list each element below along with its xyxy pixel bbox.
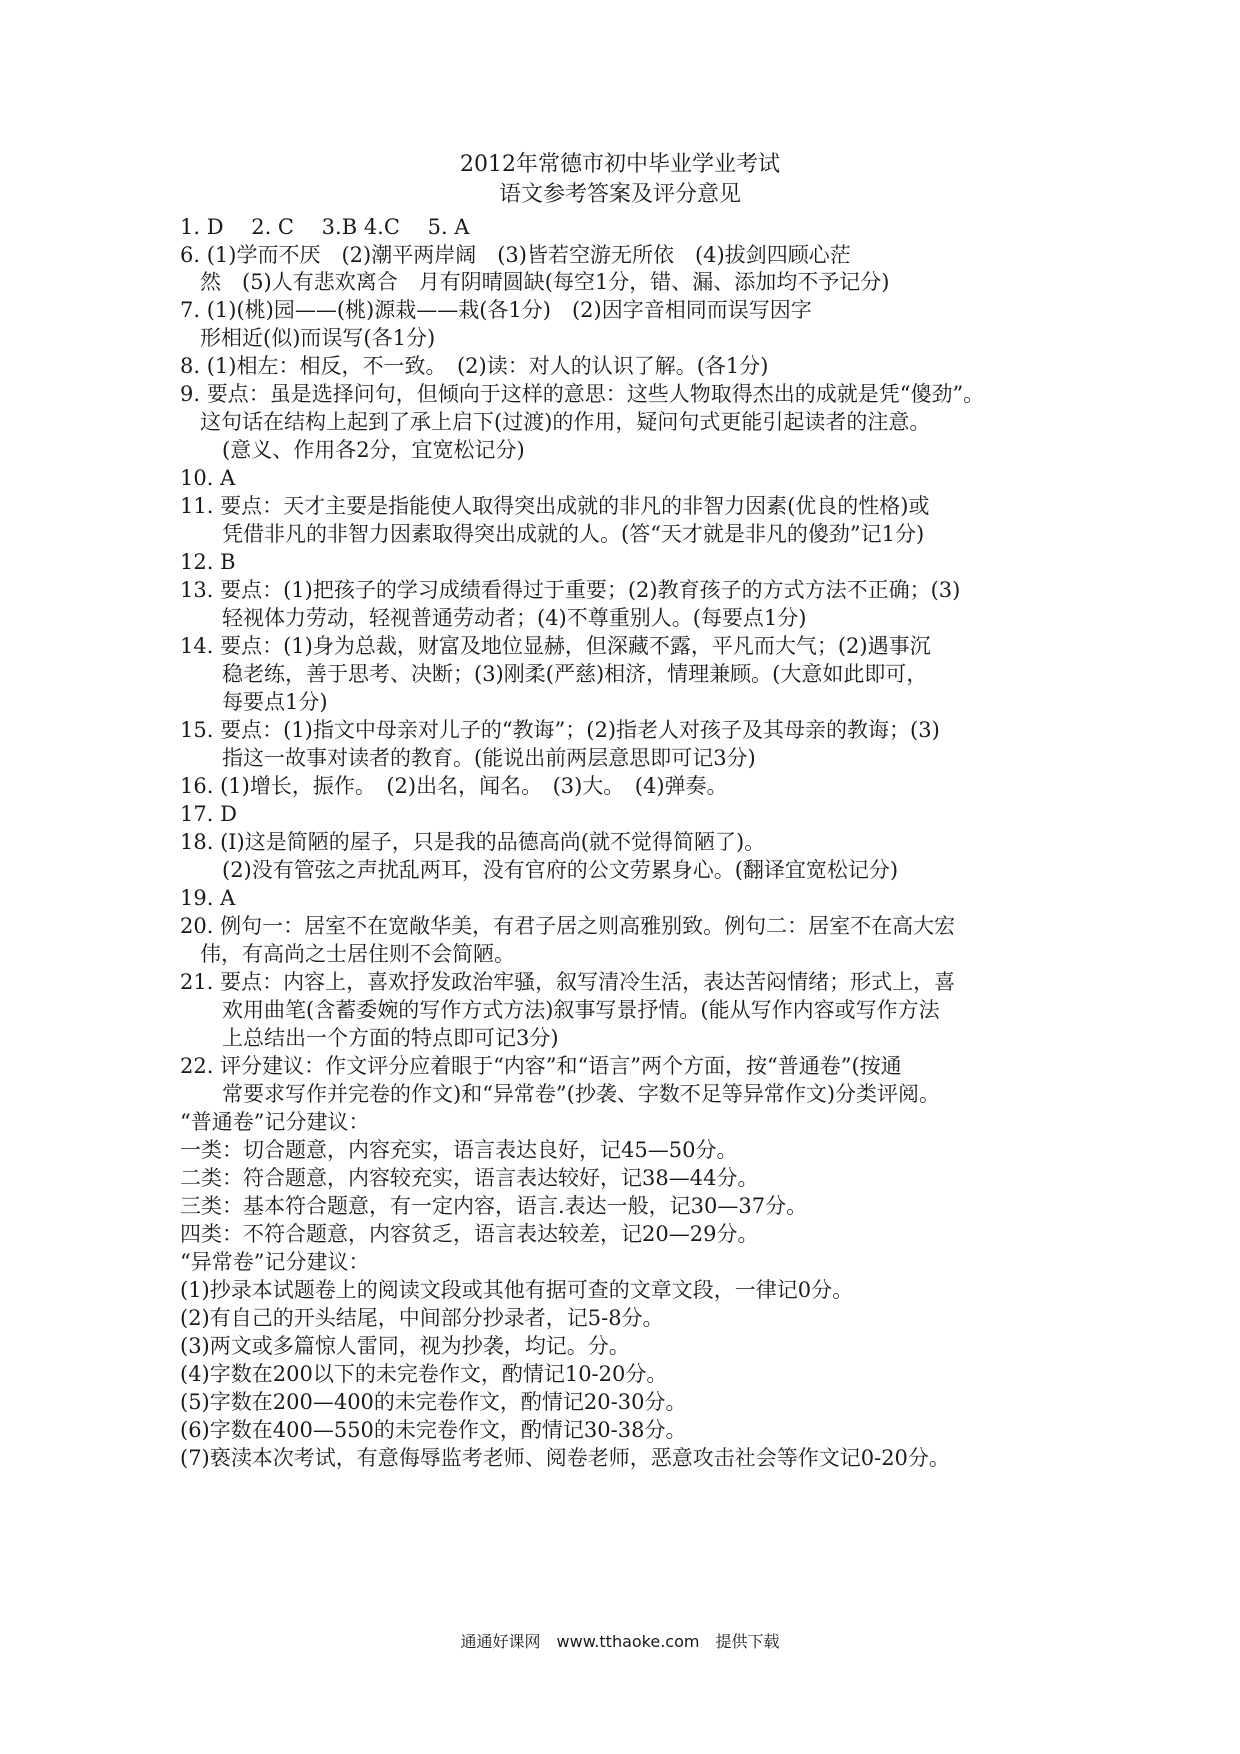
answer-line: (2)有自己的开头结尾，中间部分抄录者，记5-8分。	[180, 1306, 664, 1330]
answer-line: 10. A	[180, 466, 236, 490]
document-subtitle: 语文参考答案及评分意见	[498, 182, 741, 207]
answer-line: (3)两文或多篇惊人雷同，视为抄袭，均记。分。	[180, 1334, 630, 1358]
answer-line: (6)字数在400—550的未完卷作文，酌情记30-38分。	[180, 1418, 687, 1442]
answer-line: 15. 要点：(1)指文中母亲对儿子的“教诲”；(2)指老人对孩子及其母亲的教诲；(3)	[180, 718, 940, 742]
answer-line: 21. 要点：内容上，喜欢抒发政治牢骚，叙写清冷生活，表达苦闷情绪；形式上，喜	[180, 970, 956, 994]
answer-line: 20. 例句一：居室不在宽敞华美，有君子居之则高雅别致。例句二：居室不在高大宏	[180, 914, 956, 938]
answer-line: 形相近(似)而误写(各1分)	[200, 326, 436, 350]
answer-line: 8. (1)相左：相反，不一致。 (2)读：对人的认识了解。(各1分)	[180, 354, 769, 378]
answer-line: 三类：基本符合题意，有一定内容，语言.表达一般，记30—37分。	[180, 1194, 808, 1218]
answer-line: 22. 评分建议：作文评分应着眼于“内容”和“语言”两个方面，按“普通卷”(按通	[180, 1054, 902, 1078]
answer-line: 11. 要点：天才主要是指能使人取得突出成就的非凡的非智力因素(优良的性格)或	[180, 494, 930, 518]
answer-line: 12. B	[180, 550, 236, 574]
answer-line: 稳老练，善于思考、决断；(3)刚柔(严慈)相济，情理兼顾。(大意如此即可，	[222, 662, 928, 686]
answer-line: (4)字数在200以下的未完卷作文，酌情记10-20分。	[180, 1362, 668, 1386]
answer-line: 轻视体力劳动，轻视普通劳动者；(4)不尊重别人。(每要点1分)	[222, 606, 807, 630]
answer-line: 二类：符合题意，内容较充实，语言表达较好，记38—44分。	[180, 1166, 759, 1190]
answer-line: 19. A	[180, 886, 236, 910]
answer-line: (7)亵渎本次考试，有意侮辱监考老师、阅卷老师，恶意攻击社会等作文记0-20分。	[180, 1446, 950, 1470]
document-title: 2012年常德市初中毕业学业考试	[460, 152, 780, 177]
answer-line: (意义、作用各2分，宜宽松记分)	[222, 438, 525, 462]
answer-line: 13. 要点：(1)把孩子的学习成绩看得过于重要；(2)教育孩子的方式方法不正确；(3)	[180, 578, 961, 602]
answer-line: 上总结出一个方面的特点即可记3分)	[222, 1026, 559, 1050]
answer-line: 1. D 2. C 3.B 4.C 5. A	[180, 215, 470, 239]
answer-line: 一类：切合题意，内容充实，语言表达良好，记45—50分。	[180, 1138, 738, 1162]
answer-line: 18. (I)这是简陋的屋子，只是我的品德高尚(就不觉得简陋了)。	[180, 830, 766, 854]
answer-line: 欢用曲笔(含蓄委婉的写作方式方法)叙事写景抒情。(能从写作内容或写作方法	[222, 998, 940, 1022]
answer-line: 常要求写作并完卷的作文)和“异常卷”(抄袭、字数不足等异常作文)分类评阅。	[222, 1082, 941, 1106]
answer-line: 指这一故事对读者的教育。(能说出前两层意思即可记3分)	[222, 746, 756, 770]
answer-line: (2)没有管弦之声扰乱两耳，没有官府的公文劳累身心。(翻译宜宽松记分)	[222, 858, 899, 882]
answer-line: 16. (1)增长，振作。 (2)出名，闻名。 (3)大。 (4)弹奏。	[180, 774, 728, 798]
answer-line: (1)抄录本试题卷上的阅读文段或其他有据可查的文章文段，一律记0分。	[180, 1278, 854, 1302]
answer-line: 17. D	[180, 802, 237, 826]
answer-line: (5)字数在200—400的未完卷作文，酌情记20-30分。	[180, 1390, 687, 1414]
answer-line: 伟，有高尚之士居住则不会简陋。	[200, 942, 515, 966]
answer-line: 四类：不符合题意，内容贫乏，语言表达较差，记20—29分。	[180, 1222, 759, 1246]
answer-line: “异常卷”记分建议：	[180, 1250, 370, 1274]
answer-line: 凭借非凡的非智力因素取得突出成就的人。(答“天才就是非凡的傻劲”记1分)	[222, 522, 925, 546]
answer-line: 这句话在结构上起到了承上启下(过渡)的作用，疑问句式更能引起读者的注意。	[200, 410, 931, 434]
answer-line: 9. 要点：虽是选择问句，但倾向于这样的意思：这些人物取得杰出的成就是凭“傻劲”。	[180, 382, 985, 406]
answer-line: “普通卷”记分建议：	[180, 1110, 370, 1134]
answer-line: 6. (1)学而不厌 (2)潮平两岸阔 (3)皆若空游无所依 (4)拔剑四顾心茫	[180, 243, 851, 267]
footer-download-note: 通通好课网 www.tthaoke.com 提供下载	[460, 1632, 780, 1651]
answer-line: 每要点1分)	[222, 690, 328, 714]
answer-line: 然 (5)人有悲欢离合 月有阴晴圆缺(每空1分，错、漏、添加均不予记分)	[200, 270, 890, 294]
answer-line: 7. (1)(桃)园——(桃)源栽——栽(各1分) (2)因字音相同而误写因字	[180, 298, 812, 322]
answer-line: 14. 要点：(1)身为总裁，财富及地位显赫，但深藏不露，平凡而大气；(2)遇事沉	[180, 634, 931, 658]
